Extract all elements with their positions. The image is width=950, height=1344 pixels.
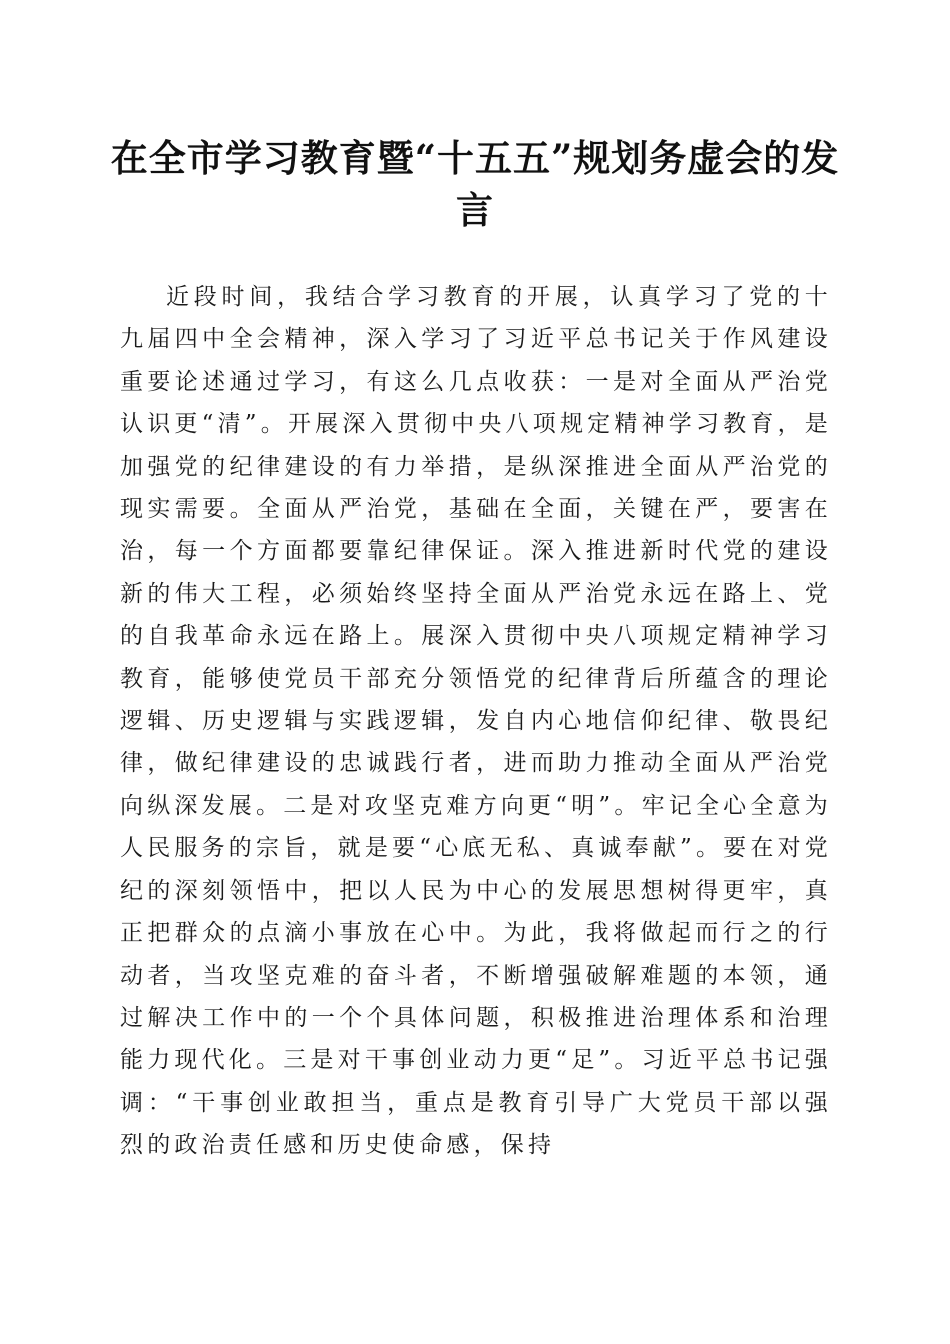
document-title: 在全市学习教育暨“十五五”规划务虚会的发言 [110, 136, 840, 232]
body-paragraph: 近段时间，我结合学习教育的开展，认真学习了党的十九届四中全会精神，深入学习了习近平总书记关于作风建设重要论述通过学习，有这么几点收获：一是对全面从严治党认识更“清”。开展深入贯彻中央八项规定精神学习教育，是加强党的纪律建设的有力举措，是纵深推进全面从严治党的现实需要。全面从严治党，基础在全面，关键在严，要害在治，每一个方面都要靠纪律保证。深入推进新时代党的建设新的伟大工程，必须始终坚持全面从严治党永远在路上、党的自我革命永远在路上。展深入贯彻中央八项规定精神学习教育，能够使党员干部充分领悟党的纪律背后所蕴含的理论逻辑、历史逻辑与实践逻辑，发自内心地信仰纪律、敬畏纪律，做纪律建设的忠诚践行者，进而助力推动全面从严治党向纵深发展。二是对攻坚克难方向更“明”。牢记全心全意为人民服务的宗旨，就是要“心底无私、真诚奉献”。要在对党纪的深刻领悟中，把以人民为中心的发展思想树得更牢，真正把群众的点滴小事放在心中。为此，我将做起而行之的行动者，当攻坚克难的奋斗者，不断增强破解难题的本领，通过解决工作中的一个个具体问题，积极推进治理体系和治理能力现代化。三是对干事创业动力更“足”。习近平总书记强调：“干事创业敢担当，重点是教育引导广大党员干部以强烈的政治责任感和历史使命感，保持 [120, 284, 832, 1159]
